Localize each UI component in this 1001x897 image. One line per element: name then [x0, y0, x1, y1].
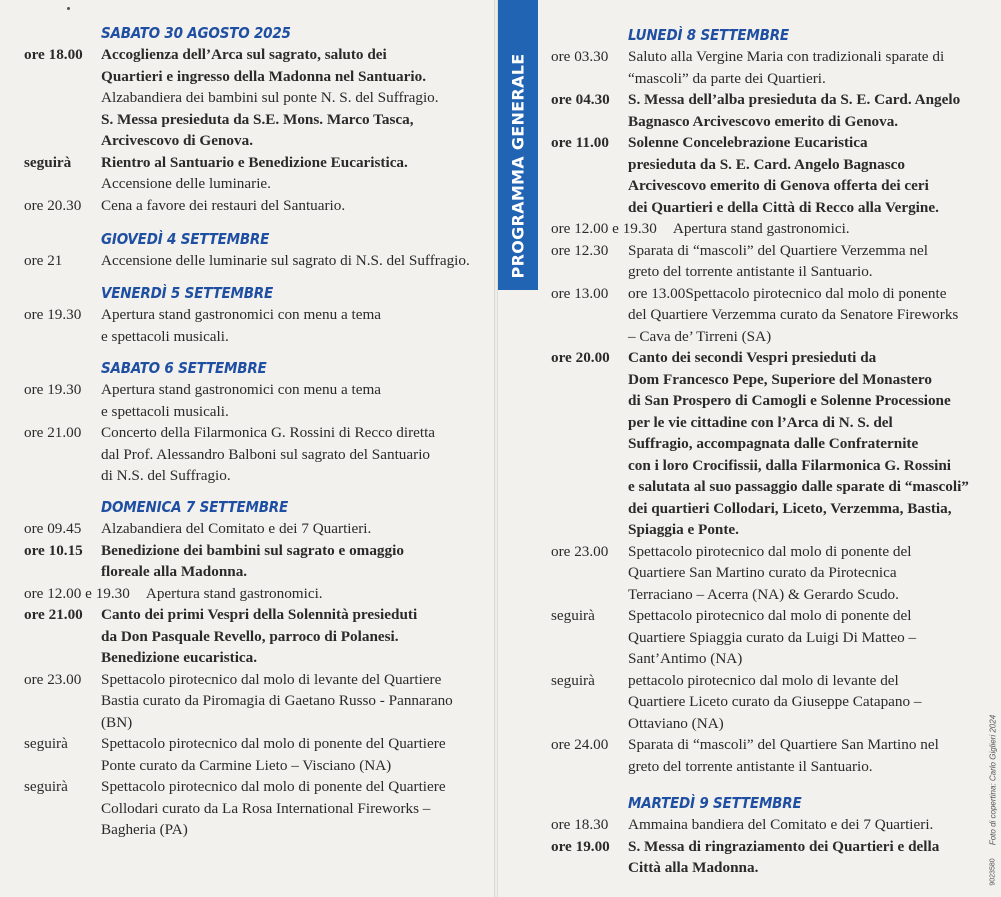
schedule-item — [24, 733, 489, 776]
event-time — [24, 173, 101, 195]
event-line: pettacolo pirotecnico dal molo di levante del — [628, 671, 899, 689]
event-line: Bastia curato da Piromagia di Gaetano Russo - Pannarano — [101, 692, 453, 709]
schedule-item — [551, 347, 991, 541]
event-description — [101, 518, 489, 540]
event-description — [628, 814, 991, 836]
event-time: seguirà — [24, 778, 68, 795]
event-line: Città alla Madonna. — [628, 859, 759, 876]
schedule-item — [24, 44, 489, 87]
event-line: Arcivescovo di Genova. — [101, 132, 254, 149]
day-heading: DOMENICA 7 SETTEMBRE — [101, 498, 289, 516]
event-line: greto del torrente antistante il Santuario. — [628, 757, 873, 775]
schedule-item — [551, 605, 991, 670]
schedule-item — [551, 218, 991, 240]
event-description — [101, 152, 489, 174]
day-section — [24, 282, 489, 347]
event-line: Sant’Antimo (NA) — [628, 650, 743, 667]
event-line: Saluto alla Vergine Maria con tradizionali sparate di — [628, 48, 945, 65]
event-line: dal Prof. Alessandro Balboni sul sagrato del Santuario — [101, 445, 431, 463]
event-time: ore 11.00 — [551, 134, 609, 151]
event-line: S. Messa presieduta da S.E. Mons. Marco Tasca, — [101, 110, 414, 128]
event-time: seguirà — [24, 153, 72, 171]
event-line: Accensione delle luminarie sul sagrato di N.S. del Suffragio. — [101, 252, 470, 269]
event-time: ore 20.30 — [24, 196, 82, 214]
event-time: ore 19.30 — [24, 306, 82, 323]
event-line: Canto dei secondi Vespri presieduti da — [628, 349, 877, 366]
event-line: Apertura stand gastronomici. — [145, 584, 323, 602]
event-line: Solenne Concelebrazione Eucaristica — [628, 134, 868, 151]
side-title: PROGRAMMA GENERALE — [508, 53, 528, 279]
event-description — [101, 733, 489, 776]
event-description — [628, 670, 991, 735]
event-line: di N.S. del Suffragio. — [101, 467, 231, 484]
event-line: Benedizione dei bambini sul sagrato e omaggio — [101, 541, 404, 559]
event-line: greto del torrente antistante il Santuario. — [628, 263, 873, 280]
day-section — [24, 22, 489, 216]
event-line: Apertura stand gastronomici con menu a tema — [101, 381, 382, 398]
event-line: S. Messa di ringraziamento dei Quartieri e della — [628, 837, 940, 855]
event-time: ore 03.30 — [551, 48, 609, 65]
event-time: ore 21.00 — [24, 606, 83, 623]
event-line: e salutata al suo passaggio dalle sparate di “mascoli” — [628, 478, 969, 495]
event-line: Ottaviano (NA) — [628, 714, 724, 732]
event-time: ore 23.00 — [24, 670, 82, 688]
schedule-item — [551, 132, 991, 218]
event-line: Dom Francesco Pepe, Superiore del Monastero — [628, 370, 932, 388]
event-description — [101, 173, 489, 195]
event-line: da Don Pasquale Revello, parroco di Polanesi. — [101, 627, 399, 645]
event-line: Spettacolo pirotecnico dal molo di ponente del Quartiere — [101, 735, 446, 752]
schedule-item — [551, 670, 991, 735]
event-line: con i loro Crocifissii, dalla Filarmonica G. Rossini — [628, 456, 952, 474]
event-line: Spettacolo pirotecnico dal molo di ponente del — [628, 542, 912, 560]
event-line: Canto dei primi Vespri della Solennità presieduti — [101, 606, 418, 623]
schedule-item — [24, 379, 489, 422]
schedule-item — [24, 604, 489, 669]
event-description — [628, 836, 991, 879]
event-description — [101, 776, 489, 841]
event-description — [101, 379, 489, 422]
schedule-item — [24, 250, 489, 272]
event-time: ore 09.45 — [24, 520, 82, 537]
event-line: Accoglienza dell’Arca sul sagrato, saluto dei — [101, 46, 387, 63]
event-line: Bagnasco Arcivescovo emerito di Genova. — [628, 112, 899, 130]
event-line: Quartiere Spiaggia curato da Luigi Di Matteo – — [628, 628, 917, 646]
print-speck — [67, 7, 70, 10]
event-time — [24, 109, 101, 152]
event-line: Quartiere Liceto curato da Giuseppe Catapano – — [628, 693, 922, 710]
event-time: ore 20.00 — [551, 349, 610, 366]
schedule-item — [551, 46, 991, 89]
schedule-item — [551, 541, 991, 606]
event-line: e spettacoli musicali. — [101, 327, 229, 345]
event-description — [628, 541, 991, 606]
event-time: ore 18.00 — [24, 46, 83, 63]
schedule-item — [24, 173, 489, 195]
event-description — [101, 304, 489, 347]
schedule-item — [24, 540, 489, 583]
event-description — [628, 283, 991, 348]
schedule-item — [24, 518, 489, 540]
print-code: 9023580 — [989, 858, 997, 886]
event-line: Alzabandiera del Comitato e dei 7 Quartieri. — [101, 520, 372, 537]
event-line: Apertura stand gastronomici. — [672, 220, 850, 237]
event-time: ore 10.15 — [24, 541, 83, 559]
event-description — [146, 583, 489, 605]
event-line: Benedizione eucaristica. — [101, 649, 258, 666]
schedule-item — [24, 304, 489, 347]
event-description — [628, 605, 991, 670]
event-line: (BN) — [101, 713, 133, 731]
event-time: ore 12.00 e 19.30 — [551, 220, 657, 237]
schedule-item — [551, 734, 991, 777]
event-time: seguirà — [24, 735, 68, 752]
event-description — [101, 604, 489, 669]
event-line: Terraciano – Acerra (NA) & Gerardo Scudo. — [628, 585, 899, 603]
day-section — [551, 24, 991, 777]
event-description — [628, 240, 991, 283]
event-time: ore 13.00 — [551, 284, 609, 302]
event-line: Apertura stand gastronomici con menu a tema — [101, 306, 382, 323]
event-line: ore 13.00Spettacolo pirotecnico dal molo di ponente — [628, 284, 947, 302]
event-line: “mascoli” da parte dei Quartieri. — [628, 69, 826, 87]
event-line: S. Messa dell’alba presieduta da S. E. Card. Angelo — [628, 91, 961, 108]
event-line: presieduta da S. E. Card. Angelo Bagnasco — [628, 155, 905, 173]
event-line: Ponte curato da Carmine Lieto – Visciano (NA) — [101, 756, 392, 774]
schedule-item — [24, 669, 489, 734]
schedule-item — [551, 283, 991, 348]
event-line: di San Prospero di Camogli e Solenne Processione — [628, 392, 951, 409]
schedule-item — [551, 814, 991, 836]
day-heading: SABATO 6 SETTEMBRE — [101, 359, 267, 377]
event-line: – Cava de’ Tirreni (SA) — [628, 327, 772, 345]
day-heading: MARTEDÌ 9 SETTEMBRE — [628, 794, 802, 812]
event-line: dei quartieri Collodari, Liceto, Verzemma, Bastia, — [628, 499, 952, 517]
event-description — [101, 87, 489, 109]
event-line: Quartiere San Martino curato da Pirotecnica — [628, 564, 897, 581]
event-line: Bagheria (PA) — [101, 821, 188, 838]
schedule-item — [24, 583, 489, 605]
schedule-item — [551, 240, 991, 283]
event-time: ore 04.30 — [551, 91, 610, 108]
day-section — [551, 792, 991, 879]
event-line: Concerto della Filarmonica G. Rossini di Recco diretta — [101, 424, 436, 441]
event-description — [101, 250, 489, 272]
day-heading: GIOVEDÌ 4 SETTEMBRE — [101, 230, 270, 248]
event-line: Alzabandiera dei bambini sul ponte N. S. del Suffragio. — [101, 89, 439, 106]
schedule-item — [24, 776, 489, 841]
event-description — [101, 540, 489, 583]
event-description — [101, 422, 489, 487]
schedule-item — [551, 836, 991, 879]
event-line: Quartieri e ingresso della Madonna nel Santuario. — [101, 67, 426, 85]
event-line: Accensione delle luminarie. — [101, 175, 271, 192]
schedule-item — [551, 89, 991, 132]
event-line: Spettacolo pirotecnico dal molo di levante del Quartiere — [101, 670, 442, 688]
day-section — [24, 496, 489, 841]
event-line: Arcivescovo emerito di Genova offerta dei ceri — [628, 177, 929, 194]
event-time: ore 19.00 — [551, 837, 610, 855]
event-line: Suffragio, accompagnata dalle Confraternite — [628, 435, 919, 452]
event-line: Sparata di “mascoli” del Quartiere San Martino nel — [628, 736, 939, 753]
event-description — [101, 669, 489, 734]
photo-credit: Foto di copertina: Carlo Giglieri 2024 — [988, 714, 998, 846]
event-time: ore 23.00 — [551, 542, 609, 560]
event-description — [628, 89, 991, 132]
event-time: ore 24.00 — [551, 736, 609, 753]
event-time: ore 19.30 — [24, 381, 82, 398]
event-description — [628, 347, 991, 541]
event-line: floreale alla Madonna. — [101, 563, 248, 580]
event-time: ore 21 — [24, 252, 63, 269]
day-section — [24, 357, 489, 487]
schedule-item — [24, 195, 489, 217]
event-line: dei Quartieri e della Città di Recco alla Vergine. — [628, 198, 939, 216]
event-description — [101, 109, 489, 152]
event-time: ore 12.30 — [551, 241, 609, 259]
schedule-item — [24, 152, 489, 174]
event-time — [24, 87, 101, 109]
event-description — [673, 218, 991, 240]
schedule-item — [24, 422, 489, 487]
event-line: per le vie cittadine con l’Arca di N. S. del — [628, 413, 893, 431]
schedule-item — [24, 109, 489, 152]
event-line: Spettacolo pirotecnico dal molo di ponente del Quartiere — [101, 778, 446, 795]
event-time: ore 18.30 — [551, 816, 609, 833]
event-line: Cena a favore dei restauri del Santuario. — [101, 196, 346, 214]
event-line: Collodari curato da La Rosa International Fireworks – — [101, 799, 431, 817]
event-line: Sparata di “mascoli” del Quartiere Verzemma nel — [628, 241, 928, 259]
day-heading: SABATO 30 AGOSTO 2025 — [101, 24, 291, 42]
event-line: Spiaggia e Ponte. — [628, 521, 739, 538]
event-line: e spettacoli musicali. — [101, 402, 229, 420]
event-description — [101, 44, 489, 87]
day-heading: LUNEDÌ 8 SETTEMBRE — [628, 26, 789, 44]
event-description — [101, 195, 489, 217]
event-time: seguirà — [551, 671, 595, 689]
event-line: Rientro al Santuario e Benedizione Eucaristica. — [101, 153, 408, 171]
event-time: ore 12.00 e 19.30 — [24, 584, 130, 602]
event-line: Spettacolo pirotecnico dal molo di ponente del — [628, 607, 912, 624]
event-time: ore 21.00 — [24, 424, 82, 441]
event-description — [628, 46, 991, 89]
day-section — [24, 228, 489, 272]
schedule-item — [24, 87, 489, 109]
event-line: Ammaina bandiera del Comitato e dei 7 Quartieri. — [628, 816, 934, 833]
event-line: del Quartiere Verzemma curato da Senatore Fireworks — [628, 306, 959, 323]
event-time: seguirà — [551, 607, 595, 624]
event-description — [628, 734, 991, 777]
day-heading: VENERDÌ 5 SETTEMBRE — [101, 284, 274, 302]
event-description — [628, 132, 991, 218]
